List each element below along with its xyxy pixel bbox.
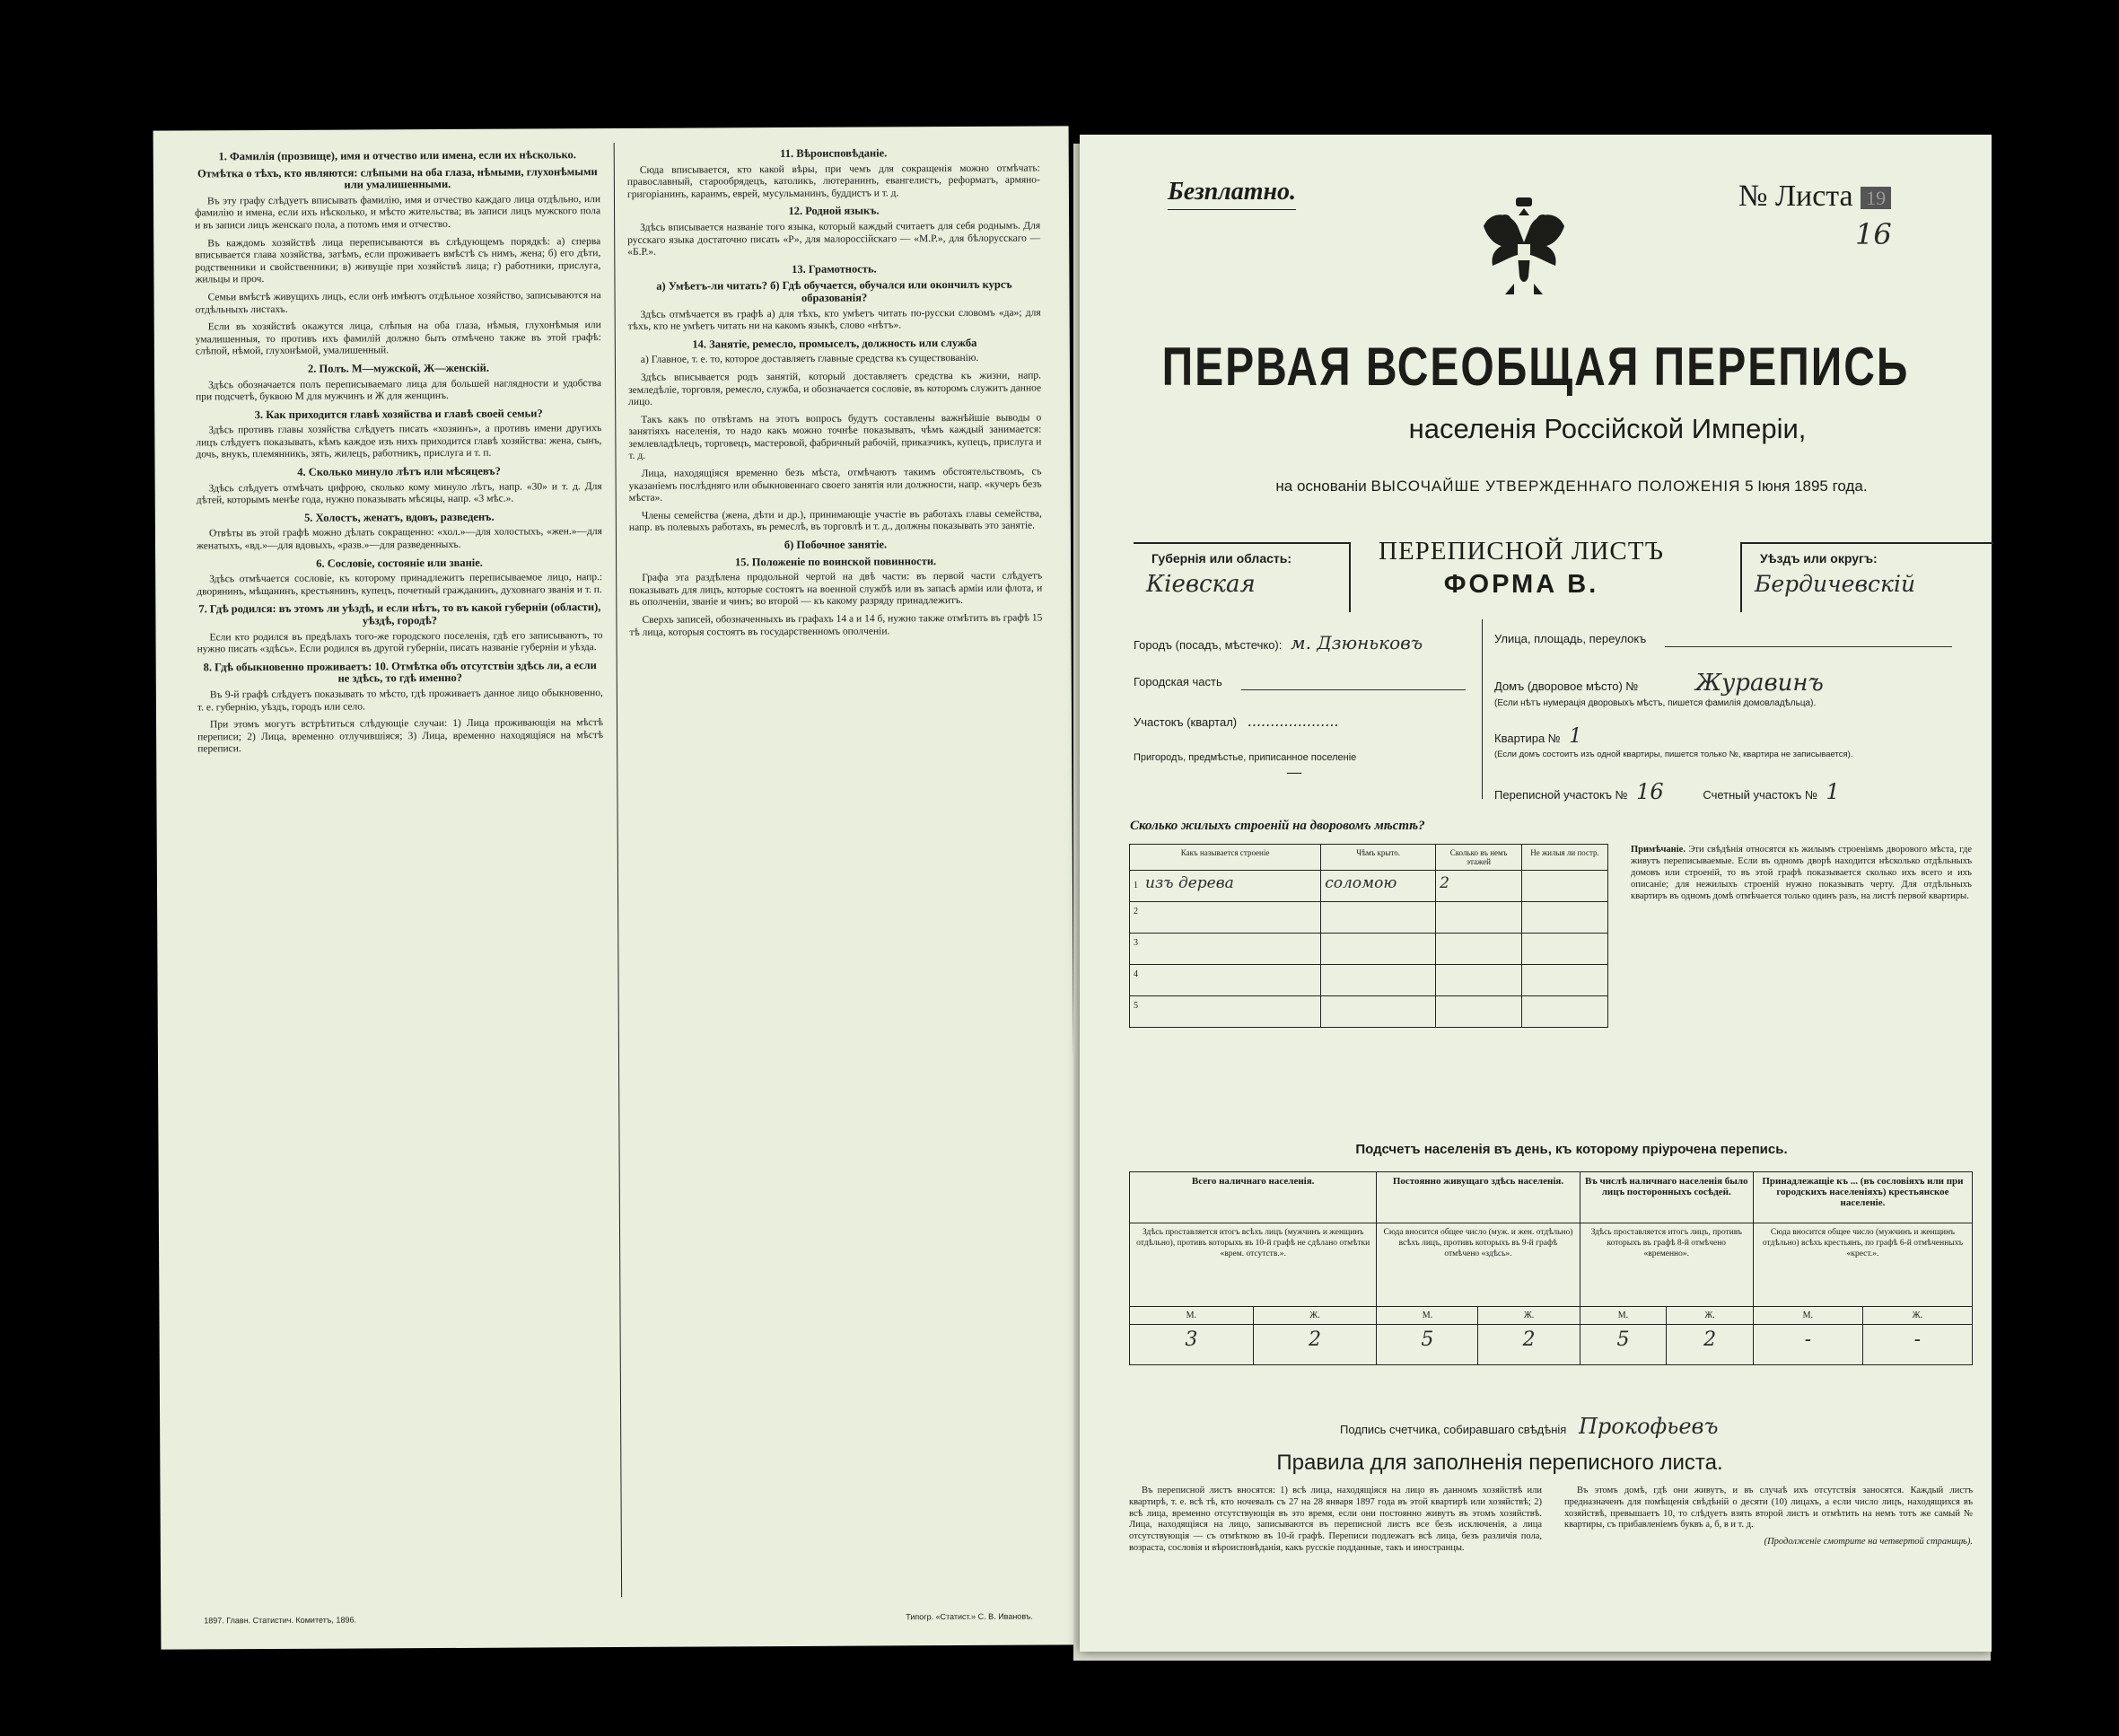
count-description: Сюда вносится общее число (муж. и жен. отдѣльно) всѣхъ лицъ, противъ которыхъ въ 9-й графѣ отмѣчено «здѣсь». [1377, 1223, 1580, 1307]
section-row [1134, 713, 1475, 730]
sex-column-label: Ж. [1478, 1307, 1580, 1325]
suburb-label: Пригородъ, предмѣстье, приписанное поселеніе [1134, 752, 1357, 763]
instruction-heading: 6. Сословіе, состояніе или званіе. [316, 556, 483, 570]
city-label: Городъ (посадъ, мѣстечко): [1134, 638, 1283, 652]
count-description: Сюда вносится общее число (мужчинъ и женщинъ отдѣльно) всѣхъ крестьянъ, по графѣ 6-й отмѣченныхъ «крест.». [1753, 1223, 1972, 1307]
count-description: Здѣсь проставляется итогъ всѣхъ лицъ (мужчинъ и женщинъ отдѣльно), противъ которыхъ въ 10-й графѣ не сдѣлано отмѣтки «врем. отсутств.». [1130, 1223, 1377, 1307]
rules-column-1 [1129, 1486, 1542, 1638]
count-value: 2 [1667, 1325, 1754, 1365]
flat-value: 1 [1569, 725, 1582, 748]
count-district-label: Счетный участокъ № [1703, 788, 1817, 802]
province-value: Кіевская [1146, 571, 1256, 598]
district-label: Переписной участокъ № [1494, 788, 1628, 802]
instructions-column-1 [195, 145, 608, 1593]
instruction-paragraph: Такъ какъ по отвѣтамъ на этотъ вопросъ будутъ составлены важнѣйшіе выводы о занятіяхъ населенія, то надо какъ можно точнѣе показывать, чѣмъ каждый занимается: землевладѣлецъ, торговецъ, мастеровой, фабричный рабочій, приказчикъ, купецъ, прислуга и т. д. [628, 412, 1042, 462]
count-value: 2 [1478, 1325, 1580, 1365]
buildings-cell [1321, 902, 1436, 934]
signature-label: Подпись счетчика, собиравшаго свѣдѣнія [1340, 1423, 1567, 1436]
house-note: (Если нѣтъ нумерація дворовыхъ мѣстъ, пишется фамилія домовладѣльца). [1494, 698, 1817, 708]
buildings-row-number: 5 [1134, 1001, 1138, 1011]
signature-value: Прокофьевъ [1578, 1414, 1719, 1439]
flat-label: Квартира № [1494, 732, 1561, 745]
form-title-box [1349, 537, 1694, 600]
flat-note: (Если домъ состоитъ изъ одной квартиры, пишется только №, квартира не записывается). [1494, 750, 1853, 759]
instruction-paragraph: Здѣсь слѣдуетъ отмѣчать цифрою, сколько кому минуло лѣтъ, напр. «30» и т. д. Для дѣтей, которымъ менѣе года, нужно показывать мѣсяцы, напр. «3 мѣс.». [196, 480, 602, 506]
buildings-cell [1522, 965, 1608, 996]
instruction-paragraph: При этомъ могутъ встрѣтиться слѣдующіе случаи: 1) Лица проживающія на мѣстѣ переписи; 2) Лица, временно отлучившіяся; 3) Лица, временно находящіяся на мѣстѣ переписи. [197, 717, 604, 755]
suburb-value: — [1286, 763, 1302, 782]
free-of-charge-label: Безплатно. [1168, 178, 1297, 206]
instruction-heading: 13. Грамотность. [792, 262, 877, 276]
buildings-cell-value: изъ дерева [1145, 874, 1234, 892]
rules-column-2 [1564, 1486, 1973, 1638]
district-row [1494, 779, 1997, 804]
instruction-paragraph: Сверхъ записей, обозначенныхъ въ графахъ 14 а и 14 б, нужно также отмѣтить въ графѣ 15 тѣ лица, которыя состоятъ въ государственномъ ополченіи. [629, 612, 1043, 638]
instruction-paragraph: Здѣсь вписывается родъ занятій, который доставляетъ средства къ жизни, напр. земледѣліе, торговля, ремесло, служба, и обозначается сословіе, въ которомъ служитъ данное лицо. [628, 370, 1042, 408]
sex-column-label: Ж. [1253, 1307, 1377, 1325]
house-value: Журавинъ [1695, 670, 1824, 697]
count-header-row [1130, 1172, 1973, 1223]
buildings-row [1130, 965, 1608, 996]
buildings-cell [1436, 934, 1522, 965]
population-count-table [1129, 1171, 1973, 1365]
instruction-heading: б) Побочное занятіе. [784, 538, 888, 552]
instruction-heading: 8. Гдѣ обыкновенно проживаетъ: 10. Отмѣтка объ отсутствіи здѣсь ли, а если не здѣсь, то гдѣ именно? [203, 658, 597, 685]
buildings-cell [1436, 965, 1522, 996]
section-label: Участокъ (квартал) [1134, 715, 1238, 729]
buildings-cell [1321, 934, 1436, 965]
census-sheet-title: ПЕРЕПИСНОЙ ЛИСТЪ [1379, 537, 1664, 566]
buildings-cell-value: соломою [1325, 874, 1397, 892]
street-row [1494, 632, 1961, 645]
buildings-header: Чѣмъ крыто. [1321, 845, 1436, 871]
buildings-cell [1130, 996, 1321, 1028]
buildings-cell-value: 2 [1440, 874, 1449, 892]
buildings-cell [1436, 996, 1522, 1028]
buildings-cell [1522, 934, 1608, 965]
count-value: 3 [1130, 1325, 1254, 1365]
census-form-page [1080, 135, 1992, 1652]
buildings-row-number: 2 [1134, 907, 1138, 916]
instruction-paragraph: Члены семейства (жена, дѣти и др.), принимающіе участіе въ работахъ главы семейства, напр. въ полевыхъ работахъ, въ ремеслѣ, въ торговлѣ и т. д., должны показывать это занятіе. [628, 508, 1042, 534]
address-divider [1482, 619, 1483, 799]
instruction-paragraph: Здѣсь противъ главы хозяйства слѣдуетъ писать «хозяинъ», а противъ имени другихъ лицъ слѣдуетъ показывать, кѣмъ каждое изъ нихъ приходится главѣ хозяйства: жена, сынъ, дочь, внукъ, племянникъ, зять, жилецъ, работникъ, прислуга и т. п. [196, 423, 602, 460]
buildings-question: Сколько жилыхъ строеній на дворовомъ мѣстѣ? [1130, 819, 1425, 833]
sex-column-label: Ж. [1862, 1307, 1972, 1325]
buildings-row [1130, 902, 1608, 934]
column-divider [614, 143, 622, 1597]
buildings-cell [1130, 934, 1321, 965]
buildings-cell [1321, 996, 1436, 1028]
buildings-note-text: Эти свѣдѣнія относятся къ жилымъ строеніямъ дворового мѣста, где живутъ переписываемые. Если въ одномъ дворѣ находится нѣсколько отдѣльныхъ домовъ или строеній, то въ этой графѣ показывается сколько ихъ всего и ихъ описаніе; для нежилыхъ строеній нужно показывать черту. Для отдѣльныхъ квартиръ въ одномъ домѣ отмѣчается только одинъ разъ, на листѣ первой квартиры. [1631, 845, 1973, 901]
instructions-column-2 [627, 143, 1047, 1591]
buildings-header: Какъ называется строеніе [1130, 845, 1321, 871]
instructions-page [153, 126, 1077, 1649]
rules-text-1: Въ переписной листъ вносятся: 1) всѣ лица, находящіяся на лицо въ данномъ хозяйствѣ или квартирѣ, т. е. всѣ тѣ, кто ночевалъ съ 27 на 28 января 1897 года въ этой квартирѣ или хозяйствѣ; 2) всѣ лица, временно отсутствующія въ это время, если они постоянно живутъ въ этомъ хозяйствѣ. Лица, находящіяся на лицо, записываются въ переписной листъ все безъ исключенія, а лица отсутствующія — съ отмѣткою въ 10-й графѣ. Переписи подлежатъ всѣ лица, безъ различія пола, возраста, сословія и вѣроисповѣданія, какъ русскіе подданные, такъ и иностранцы. [1129, 1486, 1542, 1553]
count-value: 5 [1377, 1325, 1478, 1365]
buildings-cell [1436, 902, 1522, 934]
buildings-cell [1130, 902, 1321, 934]
count-header: Постоянно живущаго здѣсь населенія. [1377, 1172, 1580, 1223]
province-box [1134, 542, 1351, 612]
count-desc-row [1130, 1223, 1973, 1307]
count-sex-row [1130, 1307, 1973, 1325]
uezd-value: Бердичевскій [1755, 571, 1916, 597]
rules-title: Правила для заполненія переписного листа. [1276, 1451, 1723, 1475]
sex-column-label: М. [1753, 1307, 1862, 1325]
count-description: Здѣсь проставляется итогъ лицъ, противъ которыхъ въ графѣ 8-й отмѣчено «временно». [1580, 1223, 1753, 1307]
sex-column-label: М. [1580, 1307, 1667, 1325]
uezd-label: Уѣздъ или округъ: [1760, 551, 1878, 566]
instruction-paragraph: Графа эта раздѣлена продольной чертой на двѣ части: въ первой части слѣдуетъ показывать для лицъ, которые состоятъ на военной службѣ или въ запасѣ арміи или флота, и въ ополченіи, званіе и чинъ; во второй — къ какому разряду принадлежитъ. [629, 570, 1043, 609]
count-values-row [1130, 1325, 1973, 1365]
buildings-table [1129, 844, 1608, 1028]
instruction-heading: 2. Полъ. М—мужской, Ж—женскій. [307, 361, 489, 375]
legal-basis-line [1116, 478, 2027, 495]
house-row [1494, 670, 1961, 708]
count-value: 5 [1580, 1325, 1667, 1365]
instruction-paragraph: Сюда вписывается, кто какой вѣры, при чемъ для сокращенія можно отмѣчать: православный, старообрядецъ, католикъ, лютеранинъ, евангелистъ, реформатъ, армяно-григоріанинъ, караимъ, еврей, мусульманинъ, буддистъ и т. д. [626, 162, 1040, 200]
buildings-cell [1522, 996, 1608, 1028]
buildings-row-number: 3 [1134, 938, 1138, 948]
buildings-header-row [1130, 845, 1608, 871]
buildings-note [1631, 844, 1972, 902]
buildings-cell [1130, 965, 1321, 996]
population-count-title: Подсчетъ населенія въ день, къ которому пріурочена перепись. [1355, 1142, 1788, 1157]
instruction-paragraph: Въ каждомъ хозяйствѣ лица переписываются въ слѣдующемъ порядкѣ: а) сперва вписывается глава хозяйства, затѣмъ, если проживаетъ вмѣстѣ съ нимъ, жена; б) его дѣти, родственники и свойственники; в) живущіе при хозяйствѣ лица; г) работники, прислуга, жильцы и проч. [195, 235, 601, 285]
instruction-heading: 4. Сколько минуло лѣтъ или мѣсяцевъ? [297, 464, 501, 478]
suburb-row [1134, 752, 1475, 782]
buildings-cell [1321, 965, 1436, 996]
sheet-number-value: 16 [1855, 217, 1892, 251]
buildings-cell [1522, 871, 1608, 902]
instruction-paragraph: Здѣсь отмѣчается въ графѣ а) для тѣхъ, кто умѣетъ читать по-русски словомъ «да»; для тѣхъ, кто не умѣетъ читать ни на какомъ языкѣ, слово «нѣтъ». [627, 307, 1041, 333]
printer-note-left: 1897. Главн. Статистич. Комитетъ, 1896. [204, 1615, 356, 1626]
instruction-paragraph: Семьи вмѣстѣ живущихъ лицъ, если онѣ имѣютъ отдѣльное хозяйство, записываются на отдѣльныхъ листахъ. [195, 290, 601, 315]
buildings-row [1130, 871, 1608, 902]
rules-continued: (Продолженіе смотрите на четвертой страницѣ). [1764, 1537, 1973, 1547]
count-district-value: 1 [1826, 779, 1840, 804]
instruction-heading: 7. Гдѣ родился: въ этомъ ли уѣздѣ, и если нѣтъ, то въ какой губерніи (области), уѣздѣ, городѣ? [198, 601, 601, 627]
double-headed-eagle-emblem [1475, 190, 1573, 298]
buildings-header: Сколько въ немъ этажей [1436, 845, 1522, 871]
buildings-cell [1522, 902, 1608, 934]
sex-column-label: М. [1377, 1307, 1478, 1325]
form-letter: ФОРМА В. [1443, 570, 1599, 599]
instruction-heading: 12. Родной языкъ. [788, 204, 880, 218]
flat-row [1494, 725, 1961, 759]
house-label: Домъ (дворовое мѣсто) № [1494, 679, 1639, 693]
city-part-row [1134, 675, 1475, 688]
buildings-row [1130, 996, 1608, 1028]
count-header: Принадлежащіе къ ... (въ сословіяхъ или при городскихъ населеніяхъ) крестьянское населеніе. [1753, 1172, 1972, 1223]
sheet-number-crossed: 19 [1861, 187, 1891, 209]
sex-column-label: Ж. [1667, 1307, 1754, 1325]
census-subtitle: населенія Россійской Имперіи, [1408, 413, 1807, 444]
census-title: ПЕРВАЯ ВСЕОБЩАЯ ПЕРЕПИСЬ [1161, 338, 1910, 398]
instruction-heading: 5. Холостъ, женатъ, вдовъ, разведенъ. [304, 510, 495, 524]
buildings-note-title: Примѣчаніе. [1631, 845, 1686, 855]
count-value: - [1753, 1325, 1862, 1365]
count-value: - [1862, 1325, 1972, 1365]
instruction-paragraph: Отвѣты въ этой графѣ можно дѣлать сокращенно: «хол.»—для холостыхъ, «жен.»—для женатыхъ, «вд.»—для вдовыхъ, «разв.»—для разведенныхъ. [196, 526, 602, 552]
instruction-heading: 3. Как приходится главѣ хозяйства и главѣ своей семьи? [254, 407, 543, 421]
instruction-heading: 14. Занятіе, ремесло, промыселъ, должность или служба [692, 336, 977, 351]
district-value: 16 [1636, 779, 1664, 804]
instruction-paragraph: Здѣсь вписывается названіе того языка, который каждый считаетъ для себя роднымъ. Для русскаго языка достаточно писать «Р», для малороссійскаго — «М.Р.», для бѣлорусскаго — «Б.Р.». [627, 220, 1041, 259]
instruction-paragraph: а) Главное, т. е. то, которое доставляетъ главные средства къ существованію. [640, 353, 979, 366]
instruction-paragraph: Если въ хозяйствѣ окажутся лица, слѣпыя на оба глаза, нѣмыя, глухонѣмыя или умалишенныя, то противъ ихъ фамилій должно быть отмѣчено также въ этой графѣ: слѣпой, нѣмой, глухонѣмой, умалишенный. [195, 320, 601, 357]
legal-basis-a: на основаніи [1275, 478, 1367, 495]
buildings-cell [1321, 871, 1436, 902]
uezd-box [1740, 542, 1993, 612]
instruction-heading: 11. Вѣроисповѣданіе. [780, 146, 888, 161]
province-label: Губернія или область: [1151, 551, 1292, 566]
instruction-heading: а) Умѣетъ-ли читать? б) Гдѣ обучается, обучался или окончилъ курсъ образованія? [656, 278, 1012, 304]
count-value: 2 [1253, 1325, 1377, 1365]
sheet-number-label: № Листа [1738, 180, 1853, 213]
instruction-paragraph: Здѣсь отмѣчается сословіе, къ которому принадлежитъ переписываемое лицо, напр.: дворянинъ, мѣщанинъ, крестьянинъ, купецъ, почетный гражданинъ, духовнаго званія и т. п. [197, 572, 603, 598]
buildings-header: Не жилыя ли постр. [1522, 845, 1608, 871]
sex-column-label: М. [1130, 1307, 1254, 1325]
instruction-heading: 1. Фамилія (прозвище), имя и отчество или имена, если их нѣсколько. [218, 148, 576, 163]
legal-basis-c: 5 Іюня 1895 года. [1745, 478, 1868, 495]
buildings-row-number: 4 [1134, 969, 1138, 979]
instruction-paragraph: Если кто родился въ предѣлахъ того-же городского поселенія, гдѣ его записываютъ, то нужно писать «здѣсь». Если родился въ другой губерніи, писать названіе губерніи и уѣзда. [197, 629, 603, 655]
enumerator-signature-row [1340, 1414, 1719, 1439]
count-header: Всего наличнаго населенія. [1130, 1172, 1377, 1223]
instruction-paragraph: Здѣсь обозначается полъ переписываемаго лица для большей наглядности и удобства при подсчетѣ, буквою М для мужчинъ и Ж для женщинъ. [196, 377, 602, 403]
instruction-heading: 15. Положеніе по воинской повинности. [734, 554, 937, 568]
legal-basis-b: ВЫСОЧАЙШЕ УТВЕРЖДЕННАГО ПОЛОЖЕНІЯ [1370, 478, 1741, 495]
street-label: Улица, площадь, переулокъ [1494, 632, 1647, 645]
rules-text-2: Въ этомъ домѣ, гдѣ они живутъ, и въ случаѣ ихъ отсутствія заносятся. Каждый листъ предназначенъ для помѣщенія свѣдѣній о десяти (10) лицахъ, а если число лицъ, находящихся въ хозяйствѣ, превышаетъ 10, то слѣдуетъ взять второй листъ и отмѣтить на немъ тотъ же самый № квартиры, съ прибавленіемъ буквъ а, б, в и т. д. [1564, 1486, 1973, 1530]
instruction-paragraph: Въ эту графу слѣдуетъ вписывать фамилію, имя и отчество каждаго лица отдѣльно, или фамилію и имена, если ихъ нѣсколько, и мѣсто жительства; въ записи лицъ мужского пола и въ записи лицъ женскаго пола, а потомъ имя и отчество. [195, 193, 601, 232]
printer-note-right: Типогр. «Статист.» С. В. Ивановъ. [906, 1611, 1033, 1622]
city-row [1134, 632, 1475, 653]
buildings-cell [1130, 871, 1321, 902]
sheet-number [1738, 180, 1892, 251]
instruction-paragraph: Лица, находящіяся временно безъ мѣста, отмѣчаютъ такимъ обстоятельствомъ, съ указаніемъ послѣдняго или обыкновеннаго своего занятія или должности, напр. «кучеръ безъ мѣста». [628, 466, 1042, 504]
instruction-heading: Отмѣтка о тѣхъ, кто являются: слѣпыми на оба глаза, нѣмыми, глухонѣмыми или умалишенными. [197, 164, 598, 191]
buildings-cell [1436, 871, 1522, 902]
count-header: Въ числѣ наличнаго населенія было лицъ посторонныхъ сосѣдей. [1580, 1172, 1753, 1223]
buildings-row [1130, 934, 1608, 965]
city-value: м. Дзюньковъ [1291, 632, 1423, 653]
instruction-paragraph: Въ 9-й графѣ слѣдуетъ показывать то мѣсто, гдѣ проживаетъ данное лицо обыкновенно, т. е. губернію, уѣздъ, городъ или село. [197, 688, 603, 713]
city-part-label: Городская часть [1134, 675, 1222, 688]
buildings-row-number: 1 [1134, 881, 1138, 890]
section-value: .................... [1247, 713, 1339, 730]
